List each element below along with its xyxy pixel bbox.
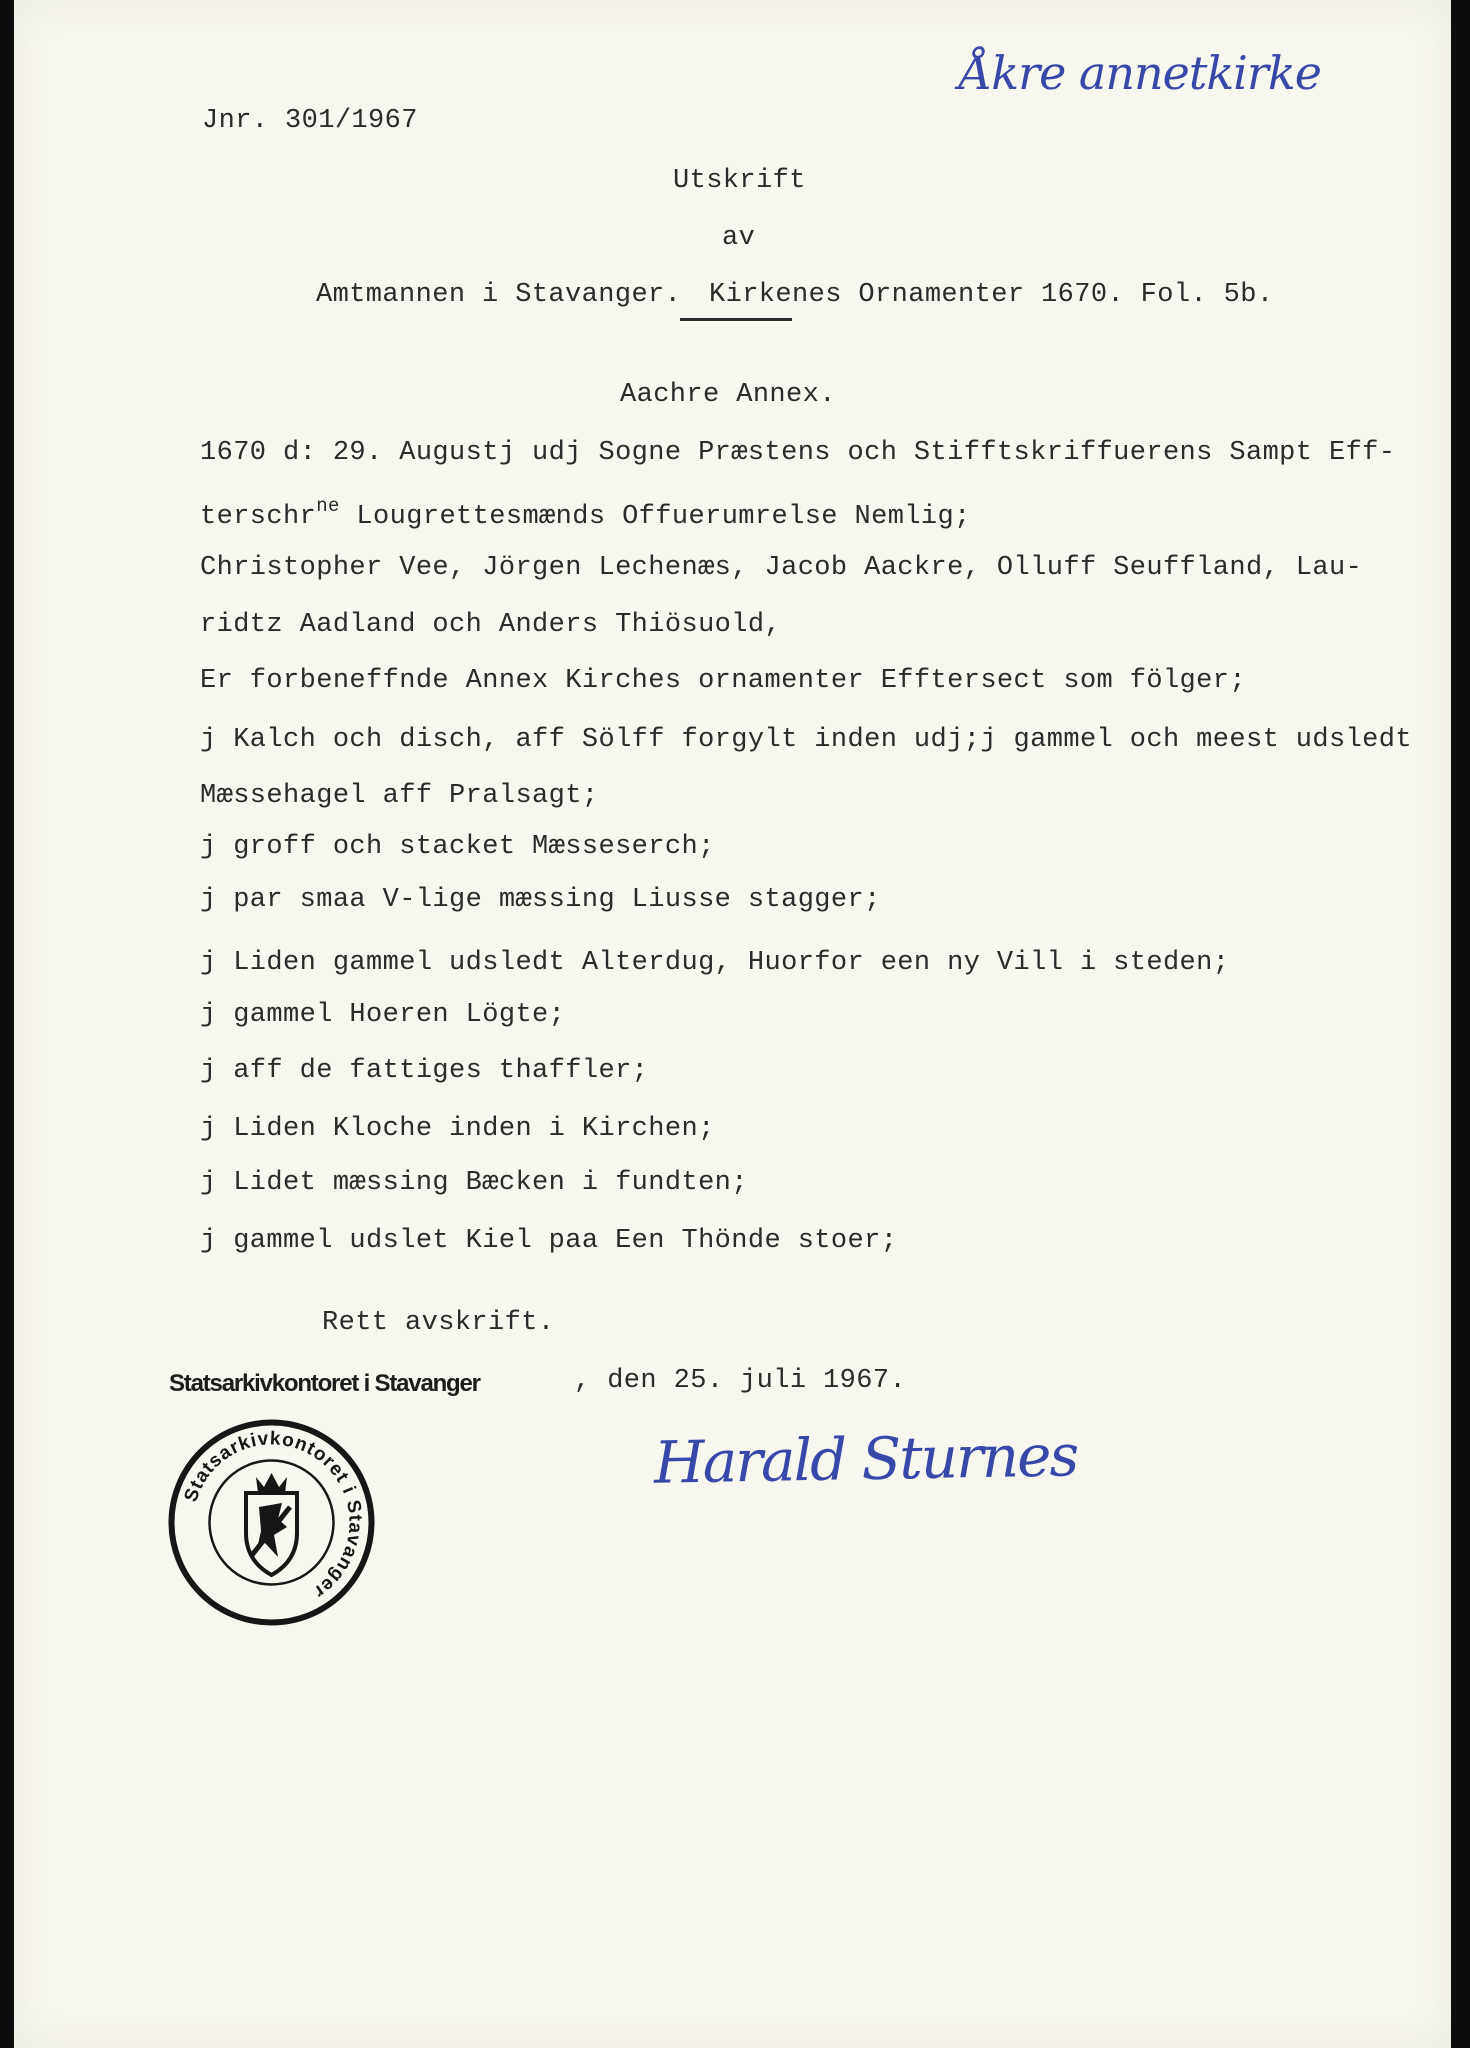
inventory-item: j Lidet mæssing Bæcken i fundten;	[200, 1168, 748, 1198]
date-line: , den 25. juli 1967.	[574, 1366, 907, 1396]
section-heading: Aachre Annex.	[620, 380, 836, 410]
title-line-1: Utskrift	[673, 166, 806, 196]
title-line-2: av	[722, 223, 756, 253]
journal-number: Jnr. 301/1967	[202, 106, 418, 136]
inventory-item: j gammel Hoeren Lögte;	[200, 1000, 566, 1030]
document-page	[14, 0, 1451, 2048]
body-line: Christopher Vee, Jörgen Lechenæs, Jacob Aackre, Olluff Seuffland, Lau-	[200, 553, 1363, 583]
body-line: ridtz Aadland och Anders Thiösuold,	[200, 610, 782, 640]
title-underline	[680, 318, 792, 321]
body-line: 1670 d: 29. Augustj udj Sogne Præstens och Stifftskriffuerens Sampt Eff-	[200, 438, 1396, 468]
signature: Harald Sturnes	[653, 1421, 1078, 1497]
inventory-item: Mæssehagel aff Pralsagt;	[200, 781, 599, 811]
inventory-item: j Kalch och disch, aff Sölff forgylt inden udj;j gammel och meest udsledt	[200, 725, 1412, 755]
official-seal-stamp	[164, 1415, 379, 1630]
body-line: terschr$^{ne}$ Lougrettesmænds Offuerumrelse Nemlig;	[200, 495, 971, 532]
office-stamp-text: Statsarkivkontoret i Stavanger	[169, 1370, 480, 1397]
inventory-item: j Liden gammel udsledt Alterdug, Huorfor een ny Vill i steden;	[200, 948, 1230, 978]
inventory-item: j par smaa V-lige mæssing Liusse stagger;	[200, 885, 881, 915]
body-line: Er forbeneffnde Annex Kirches ornamenter Efftersect som fölger;	[200, 666, 1246, 696]
inventory-item: j Liden Kloche inden i Kirchen;	[200, 1114, 715, 1144]
svg-text:Statsarkivkontoret i Stavanger: Statsarkivkontoret i Stavanger	[180, 1428, 366, 1603]
source-archive: Amtmannen i Stavanger.	[316, 280, 682, 310]
inventory-item: j groff och stacket Mæsseserch;	[200, 832, 715, 862]
inventory-item: j gammel udslet Kiel paa Een Thönde stoer;	[200, 1226, 898, 1256]
source-reference: Kirkenes Ornamenter 1670. Fol. 5b.	[709, 280, 1274, 310]
handwritten-note: Åkre annetkirke	[959, 46, 1321, 100]
inventory-item: j aff de fattiges thaffler;	[200, 1056, 649, 1086]
certification: Rett avskrift.	[322, 1308, 555, 1338]
